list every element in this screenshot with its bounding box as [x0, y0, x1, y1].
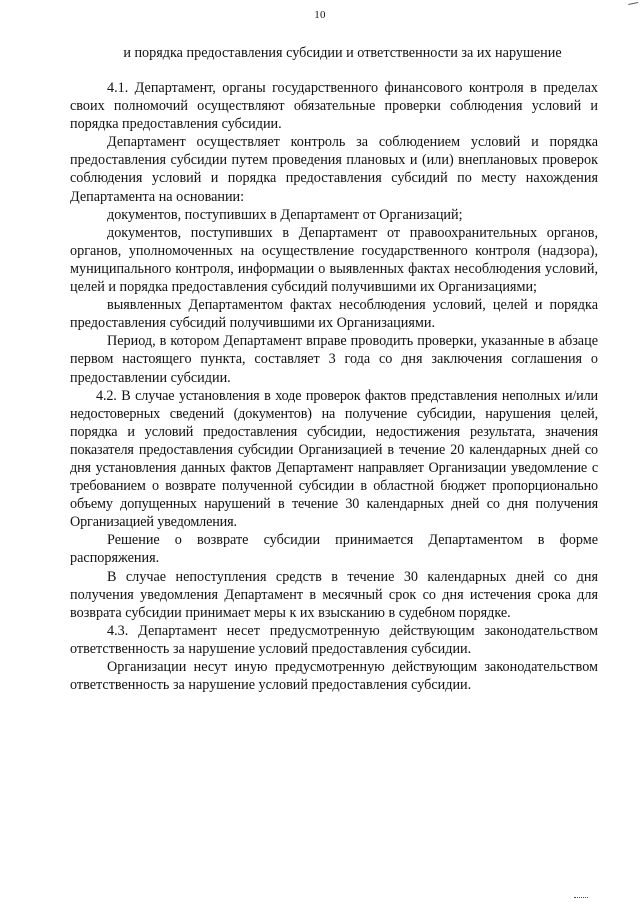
paragraph-control-basis: Департамент осуществляет контроль за соблюдением условий и порядка предоставления субсидии путем проведения плановых и (или) внеплановых проверок соблюдения условий и порядка предоставления субсидий по месту нахождения Департамента на основании:: [70, 134, 598, 205]
page-number: 10: [314, 9, 326, 21]
scan-corner-mark: [628, 0, 639, 5]
paragraph-basis-law-enforcement: документов, поступивших в Департамент от правоохранительных органов, органов, уполномоченных на осуществление государственного контроля (надзора), муниципального контроля, информации о выявленных фактах несоблюдения условий, целей и порядка предоставления субсидий получившими их Организациями;: [70, 224, 598, 296]
paragraph-inspection-period: Период, в котором Департамент вправе проводить проверки, указанные в абзаце первом настоящего пункта, составляет 3 года со дня заключения соглашения о предоставлении субсидии.: [70, 333, 598, 386]
paragraph-refund-decision: Решение о возврате субсидии принимается Департаментом в форме распоряжения.: [70, 532, 598, 567]
paragraph-basis-organizations: документов, поступивших в Департамент от Организаций;: [107, 206, 463, 223]
paragraph-basis-identified-facts: выявленных Департаментом фактах несоблюдения условий, целей и порядка предоставления субсидий получившими их Организациями.: [70, 297, 598, 332]
paragraph-4-2: 4.2. В случае установления в ходе проверок фактов представления неполных и/или недостоверных сведений (документов) на получение субсидии, нарушения целей, порядка и условий предоставления субсидии, недостижения результата, значения показателя предоставления субсидии Организацией в течение 20 календарных дней со дня установления данных фактов Департамент направляет Организации уведомление с требованием о возврате полученной субсидии в областной бюджет пропорционально объему допущенных нарушений в течение 30 календарных дней со дня получения Организацией уведомления.: [70, 387, 598, 531]
paragraph-4-1: 4.1. Департамент, органы государственного финансового контроля в пределах своих полномочий осуществляют обязательные проверки соблюдения условий и порядка предоставления субсидии.: [70, 80, 598, 133]
document-body: [70, 79, 598, 694]
scan-artifact-mark: [574, 897, 588, 900]
paragraph-non-receipt: В случае непоступления средств в течение 30 календарных дней со дня получения уведомления Департамент в месячный срок со дня истечения срока для возврата субсидии принимает меры к их взысканию в судебном порядке.: [70, 568, 598, 621]
paragraph-organizations-liability: Организации несут иную предусмотренную действующим законодательством ответственность за нарушение условий предоставления субсидии.: [70, 659, 598, 694]
section-heading: и порядка предоставления субсидии и ответственности за их нарушение: [123, 45, 562, 61]
paragraph-4-3: 4.3. Департамент несет предусмотренную действующим законодательством ответственность за нарушение условий предоставления субсидии.: [70, 622, 598, 657]
